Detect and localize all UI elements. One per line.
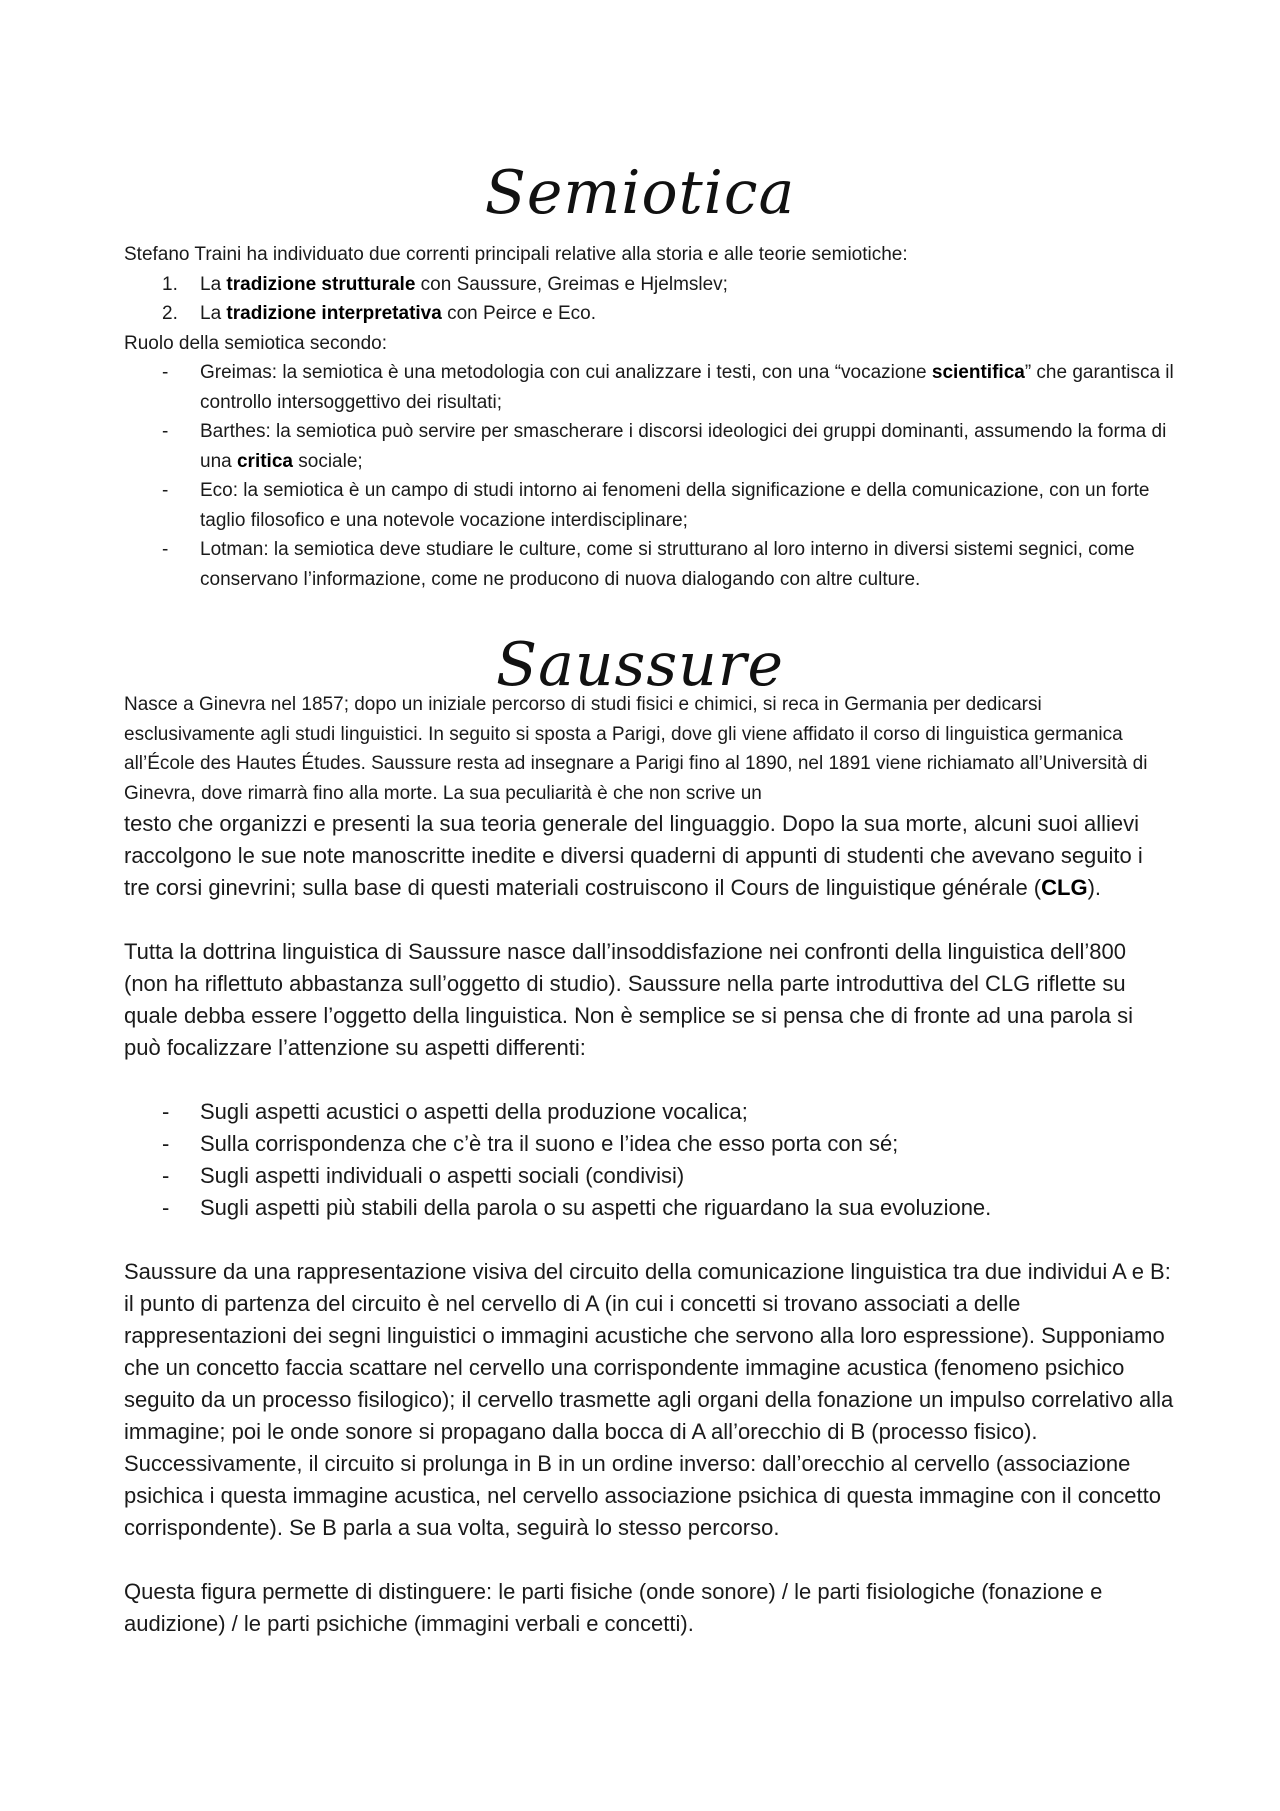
semiotica-section	[124, 240, 1174, 594]
bold-term: tradizione interpretativa	[226, 303, 442, 324]
list-item: - Sulla corrispondenza che c’è tra il suono e l’idea che esso porta con sé;	[124, 1128, 1174, 1160]
role-item: - Eco: la semiotica è un campo di studi intorno ai fenomeni della significazione e della comunicazione, con un forte taglio filosofico e una notevole vocazione interdisciplinare;	[124, 476, 1174, 535]
saussure-para2: Tutta la dottrina linguistica di Saussure nasce dall’insoddisfazione nei confronti della linguistica dell’800 (non ha riflettuto abbastanza sull’oggetto di studio). Saussure nella parte introduttiva del CLG riflette su quale debba essere l’oggetto della linguistica. Non è semplice se si pensa che di fronte ad una parola si può focalizzare l’attenzione su aspetti differenti:	[124, 939, 1133, 1060]
title-semiotica: Semiotica	[484, 158, 796, 228]
saussure-para1: Nasce a Ginevra nel 1857; dopo un iniziale percorso di studi fisici e chimici, si reca in Germania per dedicarsi esclusivamente agli studi linguistici. In seguito si sposta a Parigi, dove gli viene affidato il corso di linguistica germanica all’École des Hautes Études. Saussure resta ad insegnare a Parigi fino al 1890, nel 1891 viene richiamato all’Università di Ginevra, dove rimarrà fino alla morte. La sua peculiarità è che non scrive un	[124, 694, 1148, 804]
bold-term: scientifica	[931, 362, 1025, 383]
semiotica-intro: Stefano Traini ha individuato due correnti principali relative alla storia e alle teorie semiotiche:	[124, 244, 908, 265]
saussure-para4: Questa figura permette di distinguere: le parti fisiche (onde sonore) / le parti fisiologiche (fonazione e audizione) / le parti psichiche (immagini verbali e concetti).	[124, 1579, 1103, 1636]
bullet-dash: -	[162, 1163, 170, 1188]
bullet-dash: -	[162, 1099, 170, 1124]
role-item: - Barthes: la semiotica può servire per smascherare i discorsi ideologici dei gruppi dominanti, assumendo la forma di una critica sociale;	[124, 417, 1174, 476]
bullet-dash: -	[162, 480, 169, 501]
bullet-dash: -	[162, 539, 169, 560]
bullet-dash: -	[162, 421, 169, 442]
list-number: 1.	[162, 273, 178, 295]
role-item: - Lotman: la semiotica deve studiare le culture, come si strutturano al loro interno in diversi sistemi segnici, come conservano l’informazione, come ne producono di nuova dialogando con altre culture.	[124, 535, 1174, 594]
aspects-list	[124, 1096, 1174, 1224]
bullet-dash: -	[162, 1131, 170, 1156]
bullet-dash: -	[162, 1195, 170, 1220]
role-item: - Greimas: la semiotica è una metodologia con cui analizzare i testi, con una “vocazione scientifica” che garantisca il controllo intersoggettivo dei risultati;	[124, 358, 1174, 417]
bullet-dash: -	[162, 362, 169, 383]
saussure-para1-cont: testo che organizzi e presenti la sua teoria generale del linguaggio. Dopo la sua morte, alcuni suoi allievi raccolgono le sue note manoscritte inedite e diversi quaderni di appunti di studenti che avevano seguito i tre corsi ginevrini; sulla base di questi materiali costruiscono il Cours de linguistique générale (CLG).	[124, 811, 1143, 900]
tradition-item: 1. La tradizione strutturale con Saussure, Greimas e Hjelmslev;	[124, 270, 1174, 300]
saussure-section	[124, 690, 1174, 1640]
list-item: - Sugli aspetti più stabili della parola o su aspetti che riguardano la sua evoluzione.	[124, 1192, 1174, 1224]
title-saussure: Saussure	[496, 630, 784, 700]
list-number: 2.	[162, 303, 178, 324]
bold-term: tradizione strutturale	[226, 273, 416, 295]
bold-term: critica	[236, 450, 293, 472]
tradition-item: 2. La tradizione interpretativa con Peirce e Eco.	[124, 299, 1174, 329]
list-item: - Sugli aspetti individuali o aspetti sociali (condivisi)	[124, 1160, 1174, 1192]
saussure-para3: Saussure da una rappresentazione visiva del circuito della comunicazione linguistica tra due individui A e B: il punto di partenza del circuito è nel cervello di A (in cui i concetti si trovano associati a delle rappresentazioni dei segni linguistici o immagini acustiche che servono alla loro espressione). Supponiamo che un concetto faccia scattare nel cervello una corrispondente immagine acustica (fenomeno psichico seguito da un processo fisilogico); il cervello trasmette agli organi della fonazione un impulso correlativo alla immagine; poi le onde sonore si propagano dalla bocca di A all’orecchio di B (processo fisico). Successivamente, il circuito si prolunga in B in un ordine inverso: dall’orecchio al cervello (associazione psichica i questa immagine acustica, nel cervello associazione psichica di questa immagine con il concetto corrispondente). Se B parla a sua volta, seguirà lo stesso percorso.	[124, 1259, 1174, 1540]
list-item: - Sugli aspetti acustici o aspetti della produzione vocalica;	[124, 1096, 1174, 1128]
ruolo-label: Ruolo della semiotica secondo:	[124, 332, 387, 354]
bold-term: CLG	[1041, 875, 1088, 900]
